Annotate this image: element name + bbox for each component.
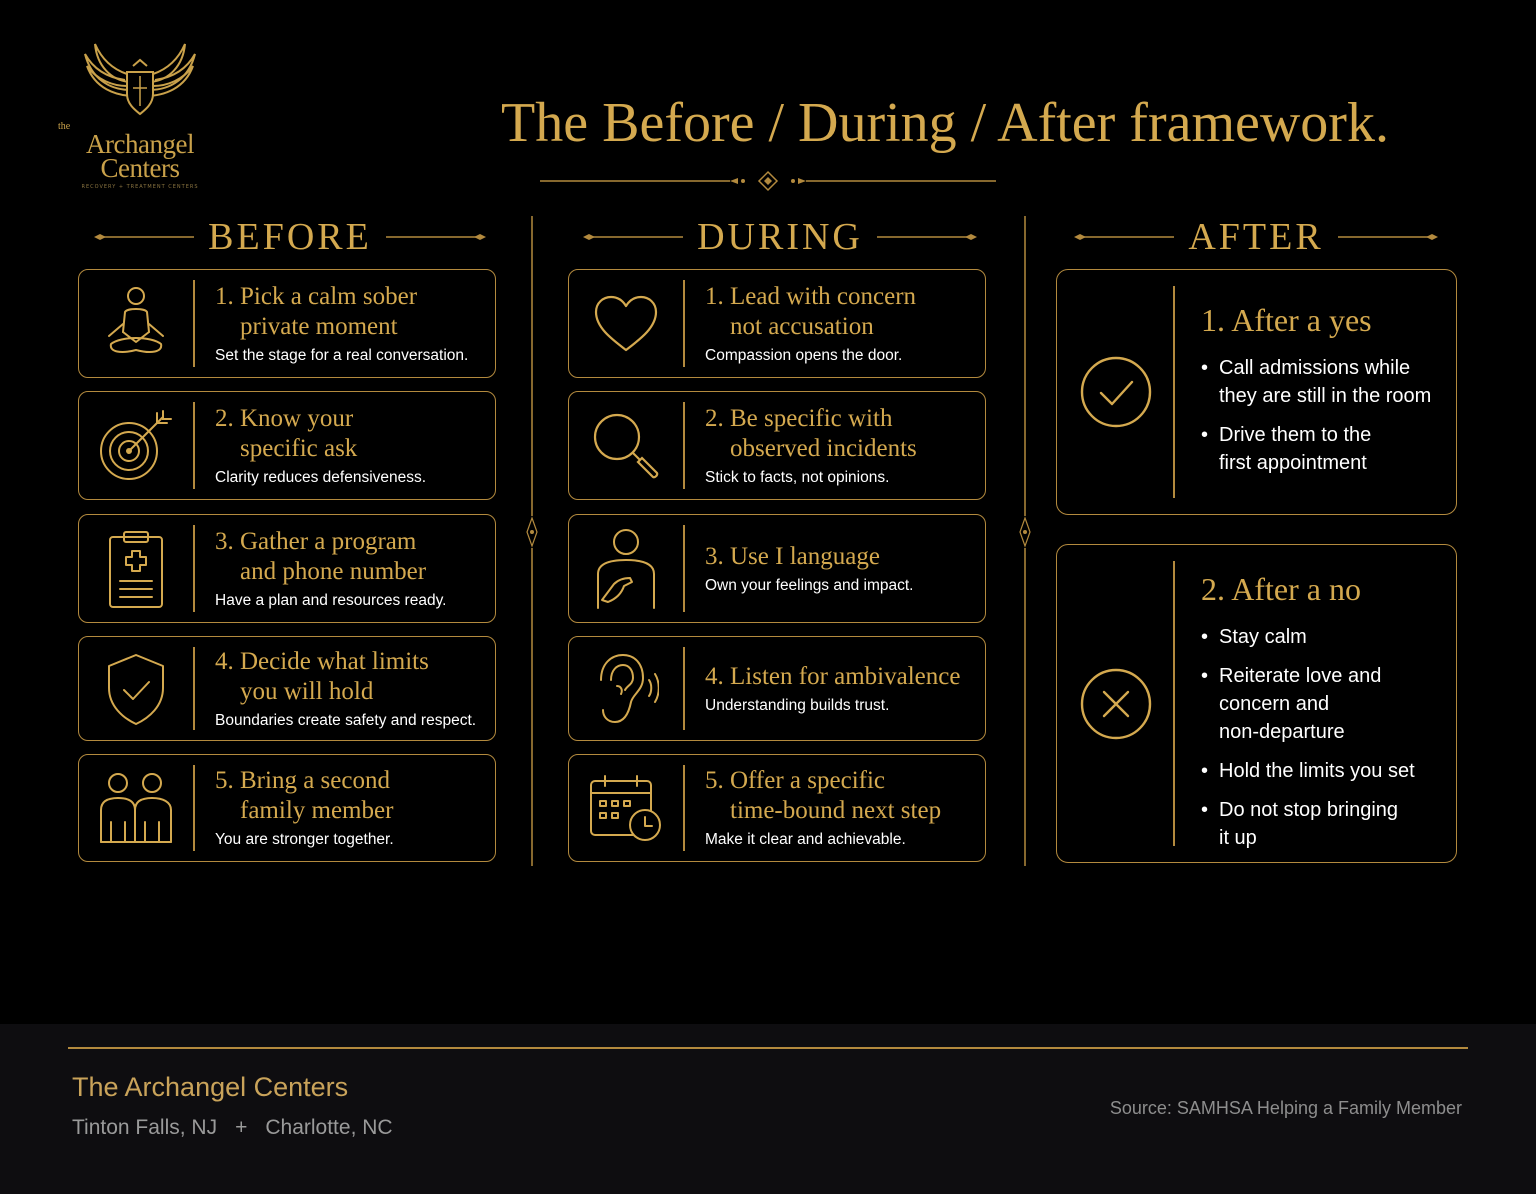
brand-the: the [58, 121, 71, 132]
heading-rule-left [94, 232, 194, 242]
card-subtitle: Stick to facts, not opinions. [705, 468, 890, 486]
after-heading-label: AFTER [1188, 216, 1324, 258]
before-card-3 [78, 514, 496, 623]
during-card-5 [568, 754, 986, 862]
list-item: • Call admissions while they are still in the room [1201, 354, 1436, 410]
column-divider [522, 216, 542, 866]
shield-check-icon [79, 637, 193, 740]
heart-icon [569, 270, 683, 377]
page-title: The Before / During / After framework. [501, 92, 1389, 154]
meditation-icon [79, 270, 193, 377]
brand-name: Archangel Centers [86, 129, 194, 183]
after-card-no [1056, 544, 1457, 863]
winged-crest-icon [65, 36, 215, 124]
list-item: • Drive them to the first appointment [1201, 421, 1436, 477]
list-item: • Do not stop bringing it up [1201, 796, 1436, 852]
heading-rule-left [1074, 232, 1174, 242]
card-title: 5. Bring a second family member [215, 767, 394, 824]
during-card-2 [568, 391, 986, 500]
clipboard-medical-icon [79, 515, 193, 622]
heading-rule-right [877, 232, 977, 242]
brand-logo [44, 36, 236, 190]
card-subtitle: Compassion opens the door. [705, 346, 903, 364]
card-title: 5. Offer a specific time-bound next step [705, 767, 942, 824]
card-subtitle: You are stronger together. [215, 831, 394, 848]
card-subtitle: Own your feelings and impact. [705, 576, 914, 594]
before-heading-label: BEFORE [208, 216, 372, 258]
brand-tagline: RECOVERY + TREATMENT CENTERS [81, 184, 199, 190]
bullet-list [1201, 623, 1436, 852]
heading-rule-left [583, 232, 683, 242]
check-circle-icon [1057, 270, 1175, 514]
x-circle-icon [1057, 545, 1175, 862]
card-subtitle: Make it clear and achievable. [705, 831, 906, 848]
footer-locations [72, 1116, 393, 1140]
list-item: • Reiterate love and concern and non-departure [1201, 662, 1436, 746]
list-item: • Stay calm [1201, 623, 1436, 651]
during-heading [580, 214, 980, 260]
card-title: 2. Know your specific ask [215, 404, 358, 462]
during-card-1 [568, 269, 986, 378]
ear-icon [569, 637, 683, 740]
footer [0, 1024, 1536, 1194]
heading-rule-right [1338, 232, 1438, 242]
heading-rule-right [386, 232, 486, 242]
card-title: 2. After a no [1201, 571, 1361, 607]
card-title: 3. Use I language [705, 542, 880, 570]
card-title: 1. Lead with concern not accusation [705, 282, 917, 340]
list-item: • Hold the limits you set [1201, 757, 1436, 785]
card-subtitle: Clarity reduces defensiveness. [215, 468, 427, 486]
card-subtitle: Boundaries create safety and respect. [215, 711, 477, 729]
card-subtitle: Have a plan and resources ready. [215, 591, 447, 609]
calendar-clock-icon [569, 755, 683, 861]
location-separator: + [235, 1116, 248, 1139]
magnifier-icon [569, 392, 683, 499]
before-card-5 [78, 754, 496, 862]
card-title: 1. Pick a calm sober private moment [215, 282, 418, 340]
card-title: 1. After a yes [1201, 302, 1372, 338]
before-card-2 [78, 391, 496, 500]
footer-brand-name: The Archangel Centers [72, 1072, 349, 1102]
card-title: 4. Listen for ambivalence [705, 662, 961, 690]
card-subtitle: Set the stage for a real conversation. [215, 346, 469, 364]
two-people-icon [79, 755, 193, 861]
card-title: 3. Gather a program and phone number [215, 527, 427, 585]
location-charlotte: Charlotte, NC [265, 1116, 393, 1139]
before-card-1 [78, 269, 496, 378]
column-divider [1015, 216, 1035, 866]
title-ornament-divider [540, 170, 996, 192]
person-hand-on-heart-icon [569, 515, 683, 622]
after-card-yes [1056, 269, 1457, 515]
footer-source: Source: SAMHSA Helping a Family Member [1109, 1098, 1462, 1118]
location-tinton-falls: Tinton Falls, NJ [72, 1116, 218, 1139]
card-title: 4. Decide what limits you will hold [215, 647, 429, 705]
card-subtitle: Understanding builds trust. [705, 696, 890, 714]
card-title: 2. Be specific with observed incidents [705, 404, 917, 462]
footer-divider [68, 1047, 1468, 1049]
bullet-list [1201, 354, 1436, 477]
during-heading-label: DURING [697, 216, 863, 258]
before-heading [90, 214, 490, 260]
during-card-3 [568, 514, 986, 623]
during-card-4 [568, 636, 986, 741]
target-icon [79, 392, 193, 499]
before-card-4 [78, 636, 496, 741]
after-heading [1056, 214, 1456, 260]
